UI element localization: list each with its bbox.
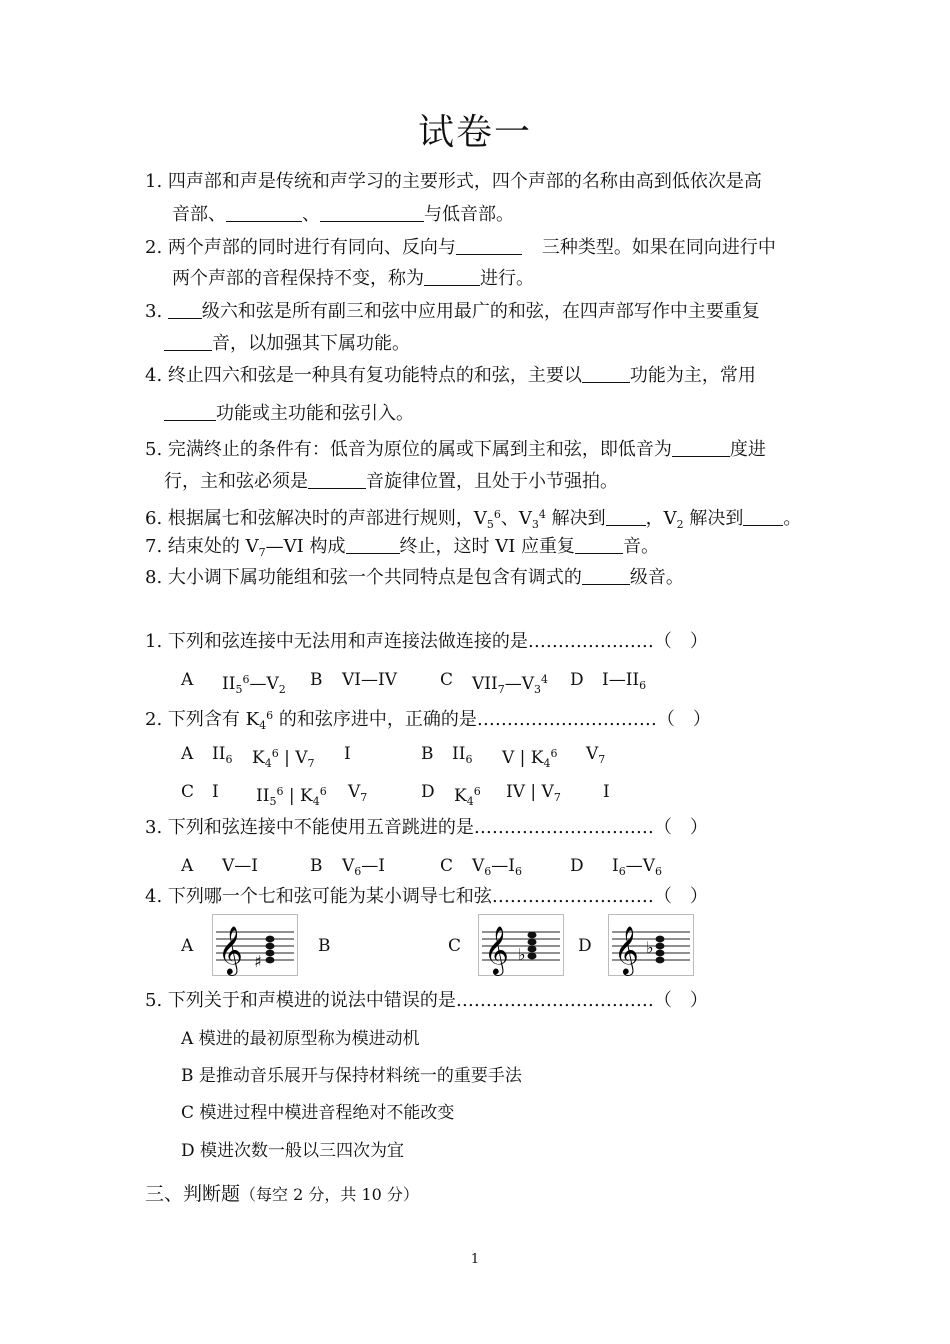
fill-q4-line2: 功能或主功能和弦引入。 — [164, 402, 414, 426]
mc-q4-option-c: C — [448, 936, 462, 956]
answer-blank — [320, 203, 424, 222]
mc-q2-option-c-text: I — [212, 782, 219, 802]
answer-blank — [606, 507, 646, 526]
staff-chord-a — [212, 914, 298, 976]
answer-blank — [168, 300, 202, 319]
fill-q5-line2: 行，主和弦必须是 音旋律位置，且处于小节强拍。 — [164, 471, 618, 492]
page-number: 1 — [470, 1252, 480, 1267]
mc-q1-option-d: D — [570, 670, 584, 690]
q-text: 四声部和声是传统和声学习的主要形式，四个声部的名称由高到低依次是高 — [167, 171, 762, 192]
answer-blank — [672, 438, 730, 457]
answer-blank — [346, 535, 400, 554]
mc-q2-option-a-text: $K_4^6$ | $V_7$ — [252, 747, 315, 770]
mc-q2-option-c: C — [181, 782, 195, 802]
mc-q2: 2. 下列含有 $K_4^6$ 的和弦序进中，正确的是…………………………（ ） — [145, 709, 711, 732]
mc-q3-option-a-text: V—I — [222, 856, 258, 876]
mc-q2-option-b-text: $V_7$ — [586, 744, 606, 766]
fill-q6: 6. 根据属七和弦解决时的声部进行规则，$V_5^6$、$V_3^4$ 解决到 ，$V_2$ 解决到 。 — [145, 508, 802, 531]
mc-q3-option-d: D — [570, 856, 584, 876]
mc-q4: 4. 下列哪一个七和弦可能为某小调导七和弦………………………（ ） — [145, 886, 708, 907]
section-heading: 三、判断题（每空 2 分，共 10 分） — [145, 1183, 419, 1205]
answer-blank — [164, 402, 216, 421]
fill-q1-line2: 音部、 、 与低音部。 — [172, 204, 514, 225]
fill-q8: 8. 大小调下属功能组和弦一个共同特点是包含有调式的 级音。 — [145, 567, 684, 588]
mc-q2-option-d-text: IV | $V_7$ — [506, 782, 561, 804]
mc-q2-option-b-text: V | $K_4^6$ — [502, 747, 558, 770]
mc-q2-option-c-text: $II_5^6$ | $K_4^6$ — [256, 785, 327, 808]
mc-q2-option-a: A — [181, 744, 194, 764]
mc-q2-option-d-text: $K_4^6$ — [454, 785, 481, 808]
sharp-icon: ♯ — [254, 952, 262, 971]
mc-q1-option-c: C — [440, 670, 454, 690]
mc-q5-option-b: B 是推动音乐展开与保持材料统一的重要手法 — [181, 1066, 522, 1086]
mc-q1-option-a: A — [181, 670, 194, 690]
answer-blank — [582, 364, 630, 383]
treble-clef-icon: 𝄞 — [218, 925, 243, 974]
mc-q4-option-d: D — [578, 936, 592, 956]
mc-q3-option-b-text: $V_6—I$ — [342, 856, 385, 878]
mc-q3-option-b: B — [310, 856, 323, 876]
treble-clef-icon: 𝄞 — [484, 925, 509, 974]
flat-icon: ♭ — [646, 938, 654, 957]
mc-q2-option-b: B — [421, 744, 434, 764]
answer-blank — [743, 507, 783, 526]
mc-q1-option-a-text: $II_5^6—V_2$ — [222, 673, 286, 696]
mc-q3: 3. 下列和弦连接中不能使用五音跳进的是…………………………（ ） — [145, 817, 708, 838]
mc-q1-option-b: B — [310, 670, 323, 690]
fill-q7: 7. 结束处的 $V_7—VI$ 构成 终止，这时 VI 应重复 音。 — [145, 536, 660, 559]
answer-blank — [226, 203, 302, 222]
answer-blank — [582, 566, 630, 585]
mc-q3-option-c-text: $V_6—I_6$ — [472, 856, 522, 878]
fill-q5-line1: 5. 完满终止的条件有：低音为原位的属或下属到主和弦，即低音为 度进 — [145, 439, 766, 460]
mc-q4-option-b: B — [318, 936, 331, 956]
mc-q3-option-d-text: $I_6—V_6$ — [612, 856, 662, 878]
mc-q2-option-a-text: I — [344, 744, 351, 764]
mc-q4-option-a: A — [181, 936, 194, 956]
mc-q2-option-b-text: $II_6$ — [452, 744, 473, 766]
answer-blank — [424, 267, 480, 286]
mc-q1-option-d-text: $I—II_6$ — [602, 670, 647, 692]
treble-clef-icon: 𝄞 — [614, 925, 639, 974]
mc-q2-option-d-text: I — [603, 782, 610, 802]
fill-q2-line2: 两个声部的音程保持不变，称为 进行。 — [172, 268, 534, 289]
page-title: 试卷一 — [417, 112, 532, 153]
mc-q2-option-c-text: $V_7$ — [348, 782, 368, 804]
fill-q2-line1: 2. 两个声部的同时进行有同向、反向与 三种类型。如果在同向进行中 — [145, 237, 776, 258]
mc-q1-option-c-text: $VII_7—V_3^4$ — [472, 673, 548, 696]
flat-icon: ♭ — [518, 945, 526, 964]
mc-q2-option-a-text: $II_6$ — [212, 744, 233, 766]
fill-q3-line1: 3. 级六和弦是所有副三和弦中应用最广的和弦，在四声部写作中主要重复 — [145, 301, 760, 322]
mc-q3-option-a: A — [181, 856, 194, 876]
mc-q5-option-c: C 模进过程中模进音程绝对不能改变 — [181, 1103, 455, 1123]
answer-blank — [575, 535, 623, 554]
staff-chord-c — [478, 914, 564, 976]
fill-q4-line1: 4. 终止四六和弦是一种具有复功能特点的和弦，主要以 功能为主，常用 — [145, 365, 756, 386]
fill-q1-line1 — [145, 170, 762, 194]
mc-q2-option-d: D — [421, 782, 435, 802]
q-number: 1. — [145, 171, 163, 192]
staff-chord-d — [608, 914, 694, 976]
mc-q5: 5. 下列关于和声模进的说法中错误的是……………………………（ ） — [145, 990, 708, 1011]
mc-q5-option-a: A 模进的最初原型称为模进动机 — [181, 1029, 420, 1049]
mc-q1-option-b-text: VI—IV — [342, 670, 397, 690]
answer-blank — [164, 332, 212, 351]
mc-q5-option-d: D 模进次数一般以三四次为宜 — [181, 1141, 405, 1161]
answer-blank — [308, 470, 366, 489]
mc-q3-option-c: C — [440, 856, 454, 876]
mc-q1: 1. 下列和弦连接中无法用和声连接法做连接的是…………………（ ） — [145, 631, 708, 652]
fill-q3-line2: 音，以加强其下属功能。 — [164, 332, 410, 356]
answer-blank — [456, 236, 522, 255]
